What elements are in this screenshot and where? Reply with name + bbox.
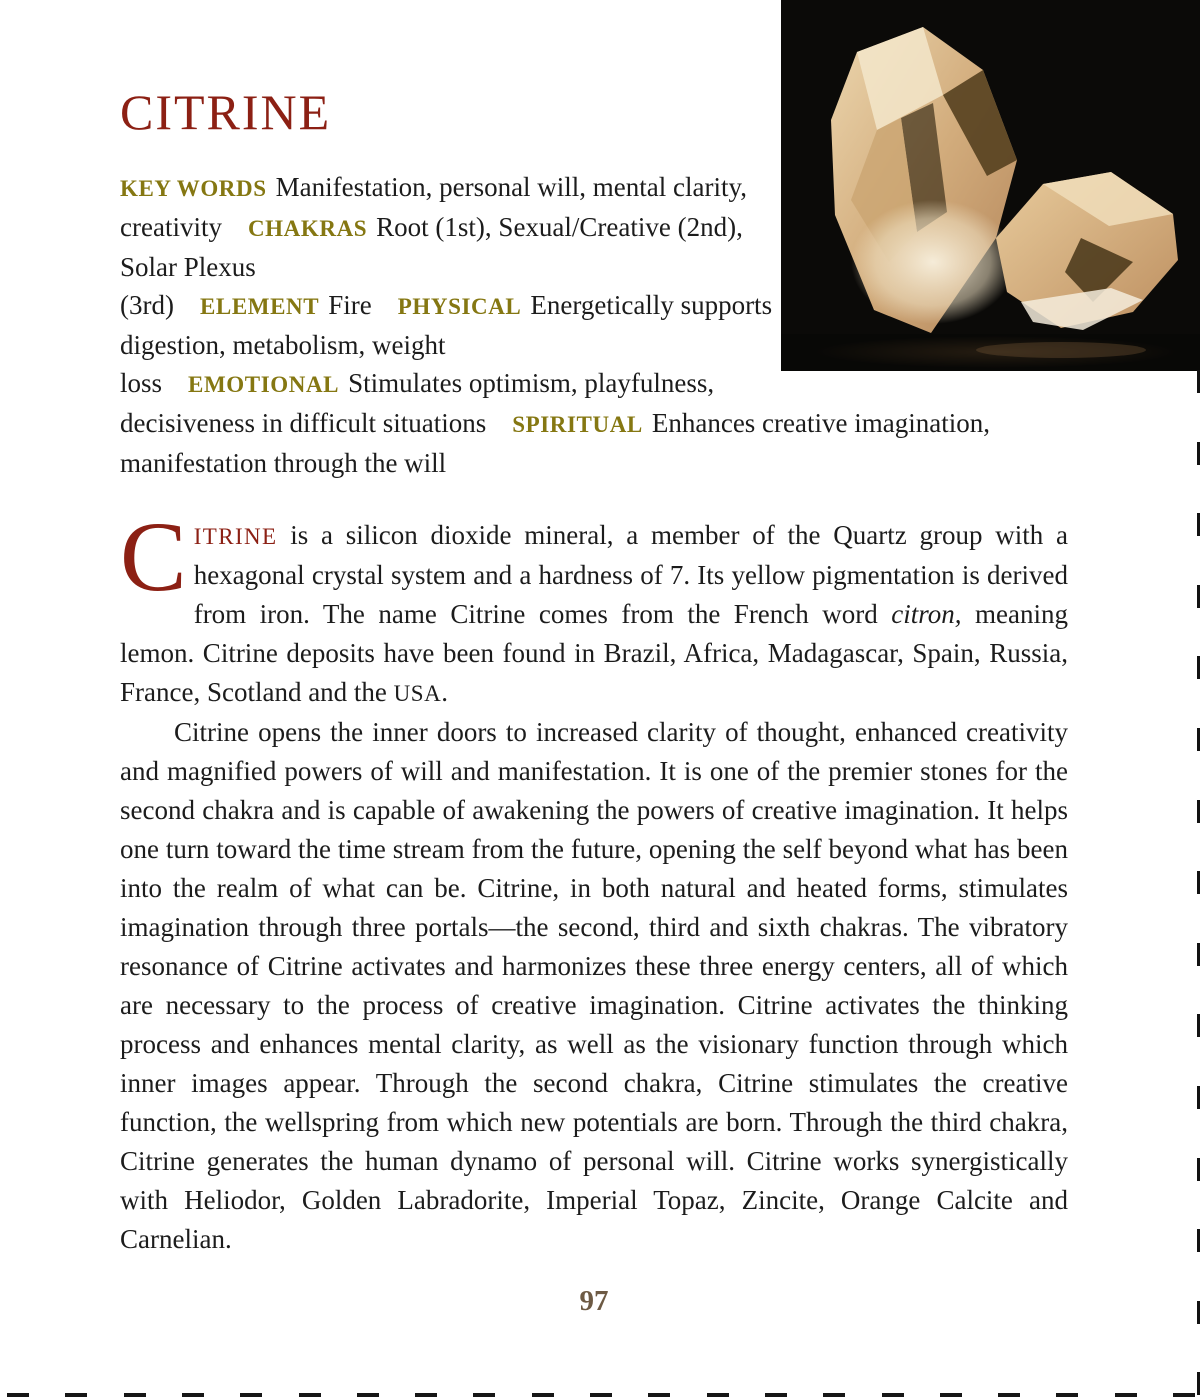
bottom-edge-mark xyxy=(1056,1393,1078,1397)
lead-smallcaps: ITRINE xyxy=(193,524,278,549)
bottom-edge-mark xyxy=(532,1393,554,1397)
page-content xyxy=(120,0,1068,1318)
bottom-edge-mark xyxy=(473,1393,495,1397)
body-paragraph: Citrine opens the inner doors to increased clarity of thought, enhanced creativity and magnified powers of will and manifestation. It is one of the premier stones for the second chakra and is capable of awakening the powers of creative imagination. It helps one turn toward the time stream from the future, opening the self beyond what has been into the realm of what can be. Citrine, in both natural and heated forms, stimulates imagination through three portals—the second, third and sixth chakras. The vibratory resonance of Citrine activates and harmonizes these three energy centers, all of which are necessary to the process of creative imagination. Citrine activates the thinking process and enhances mental clarity, as well as the visionary function through which inner images appear. Through the second chakra, Citrine stimulates the creative function, the wellspring from which new potentials are born. Through the third chakra, Citrine generates the human dynamo of personal will. Citrine works synergistically with Heliodor, Golden Labradorite, Imperial Topaz, Zincite, Orange Calcite and Carnelian. xyxy=(120,717,1068,1254)
intro-text-3: . xyxy=(441,677,448,707)
bottom-edge-mark xyxy=(65,1393,87,1397)
bottom-edge-mark xyxy=(299,1393,321,1397)
bottom-edge-mark xyxy=(1115,1393,1137,1397)
intro-text-2: meaning lemon. Citrine deposits have been found in Brazil, Africa, Madagascar, Spain, Russia, France, Scotland and the xyxy=(120,599,1068,707)
bottom-edge-mark xyxy=(1173,1393,1195,1397)
bottom-edge-mark xyxy=(590,1393,612,1397)
bottom-edge-mark xyxy=(707,1393,729,1397)
drop-cap: C xyxy=(120,501,187,612)
page-title: CITRINE xyxy=(120,84,332,140)
keyword-label: SPIRITUAL xyxy=(512,412,643,437)
keyword-text: Manifestation, personal will, mental clarity, creativity xyxy=(120,172,747,242)
keyword-text: Root (1st), Sexual/Creative (2nd), Solar Plexus (3rd) xyxy=(120,212,743,320)
bottom-edge-mark xyxy=(415,1393,437,1397)
bottom-edge-mark xyxy=(182,1393,204,1397)
key-words-block xyxy=(120,168,1068,482)
bottom-edge-mark xyxy=(823,1393,845,1397)
bottom-edge-mark xyxy=(765,1393,787,1397)
bottom-edge-mark xyxy=(124,1393,146,1397)
keyword-label: CHAKRAS xyxy=(247,216,368,241)
photo-wrap-spacer xyxy=(776,168,1068,393)
keyword-text: Stimulates optimism, playfulness, decisiveness in difficult situations xyxy=(120,368,715,438)
intro-paragraph xyxy=(120,501,1068,713)
bottom-edge-mark xyxy=(648,1393,670,1397)
bottom-edge-mark xyxy=(882,1393,904,1397)
intro-italic-word: citron, xyxy=(891,599,962,629)
keyword-text: Fire xyxy=(328,290,372,320)
bottom-edge-mark xyxy=(7,1393,29,1397)
keyword-text: Enhances creative imagination, manifestation through the will xyxy=(120,408,990,478)
keyword-label: ELEMENT xyxy=(199,294,320,319)
intro-usa-smallcaps: USA xyxy=(393,681,442,706)
keyword-text: Energetically supports digestion, metabolism, weight loss xyxy=(120,290,773,398)
bottom-edge-mark xyxy=(998,1393,1020,1397)
bottom-edge-mark xyxy=(240,1393,262,1397)
keyword-label: KEY WORDS xyxy=(120,176,267,201)
keyword-label: EMOTIONAL xyxy=(188,372,340,397)
bottom-edge-mark xyxy=(357,1393,379,1397)
bottom-edge-mark xyxy=(940,1393,962,1397)
keyword-label: PHYSICAL xyxy=(397,294,522,319)
page-number: 97 xyxy=(579,1285,609,1317)
intro-text-1: is a silicon dioxide mineral, a member of the Quartz group with a hexagonal crystal system and a hardness of 7. Its yellow pigmentation is derived from iron. The name Citrine comes from the French word xyxy=(193,520,1068,629)
